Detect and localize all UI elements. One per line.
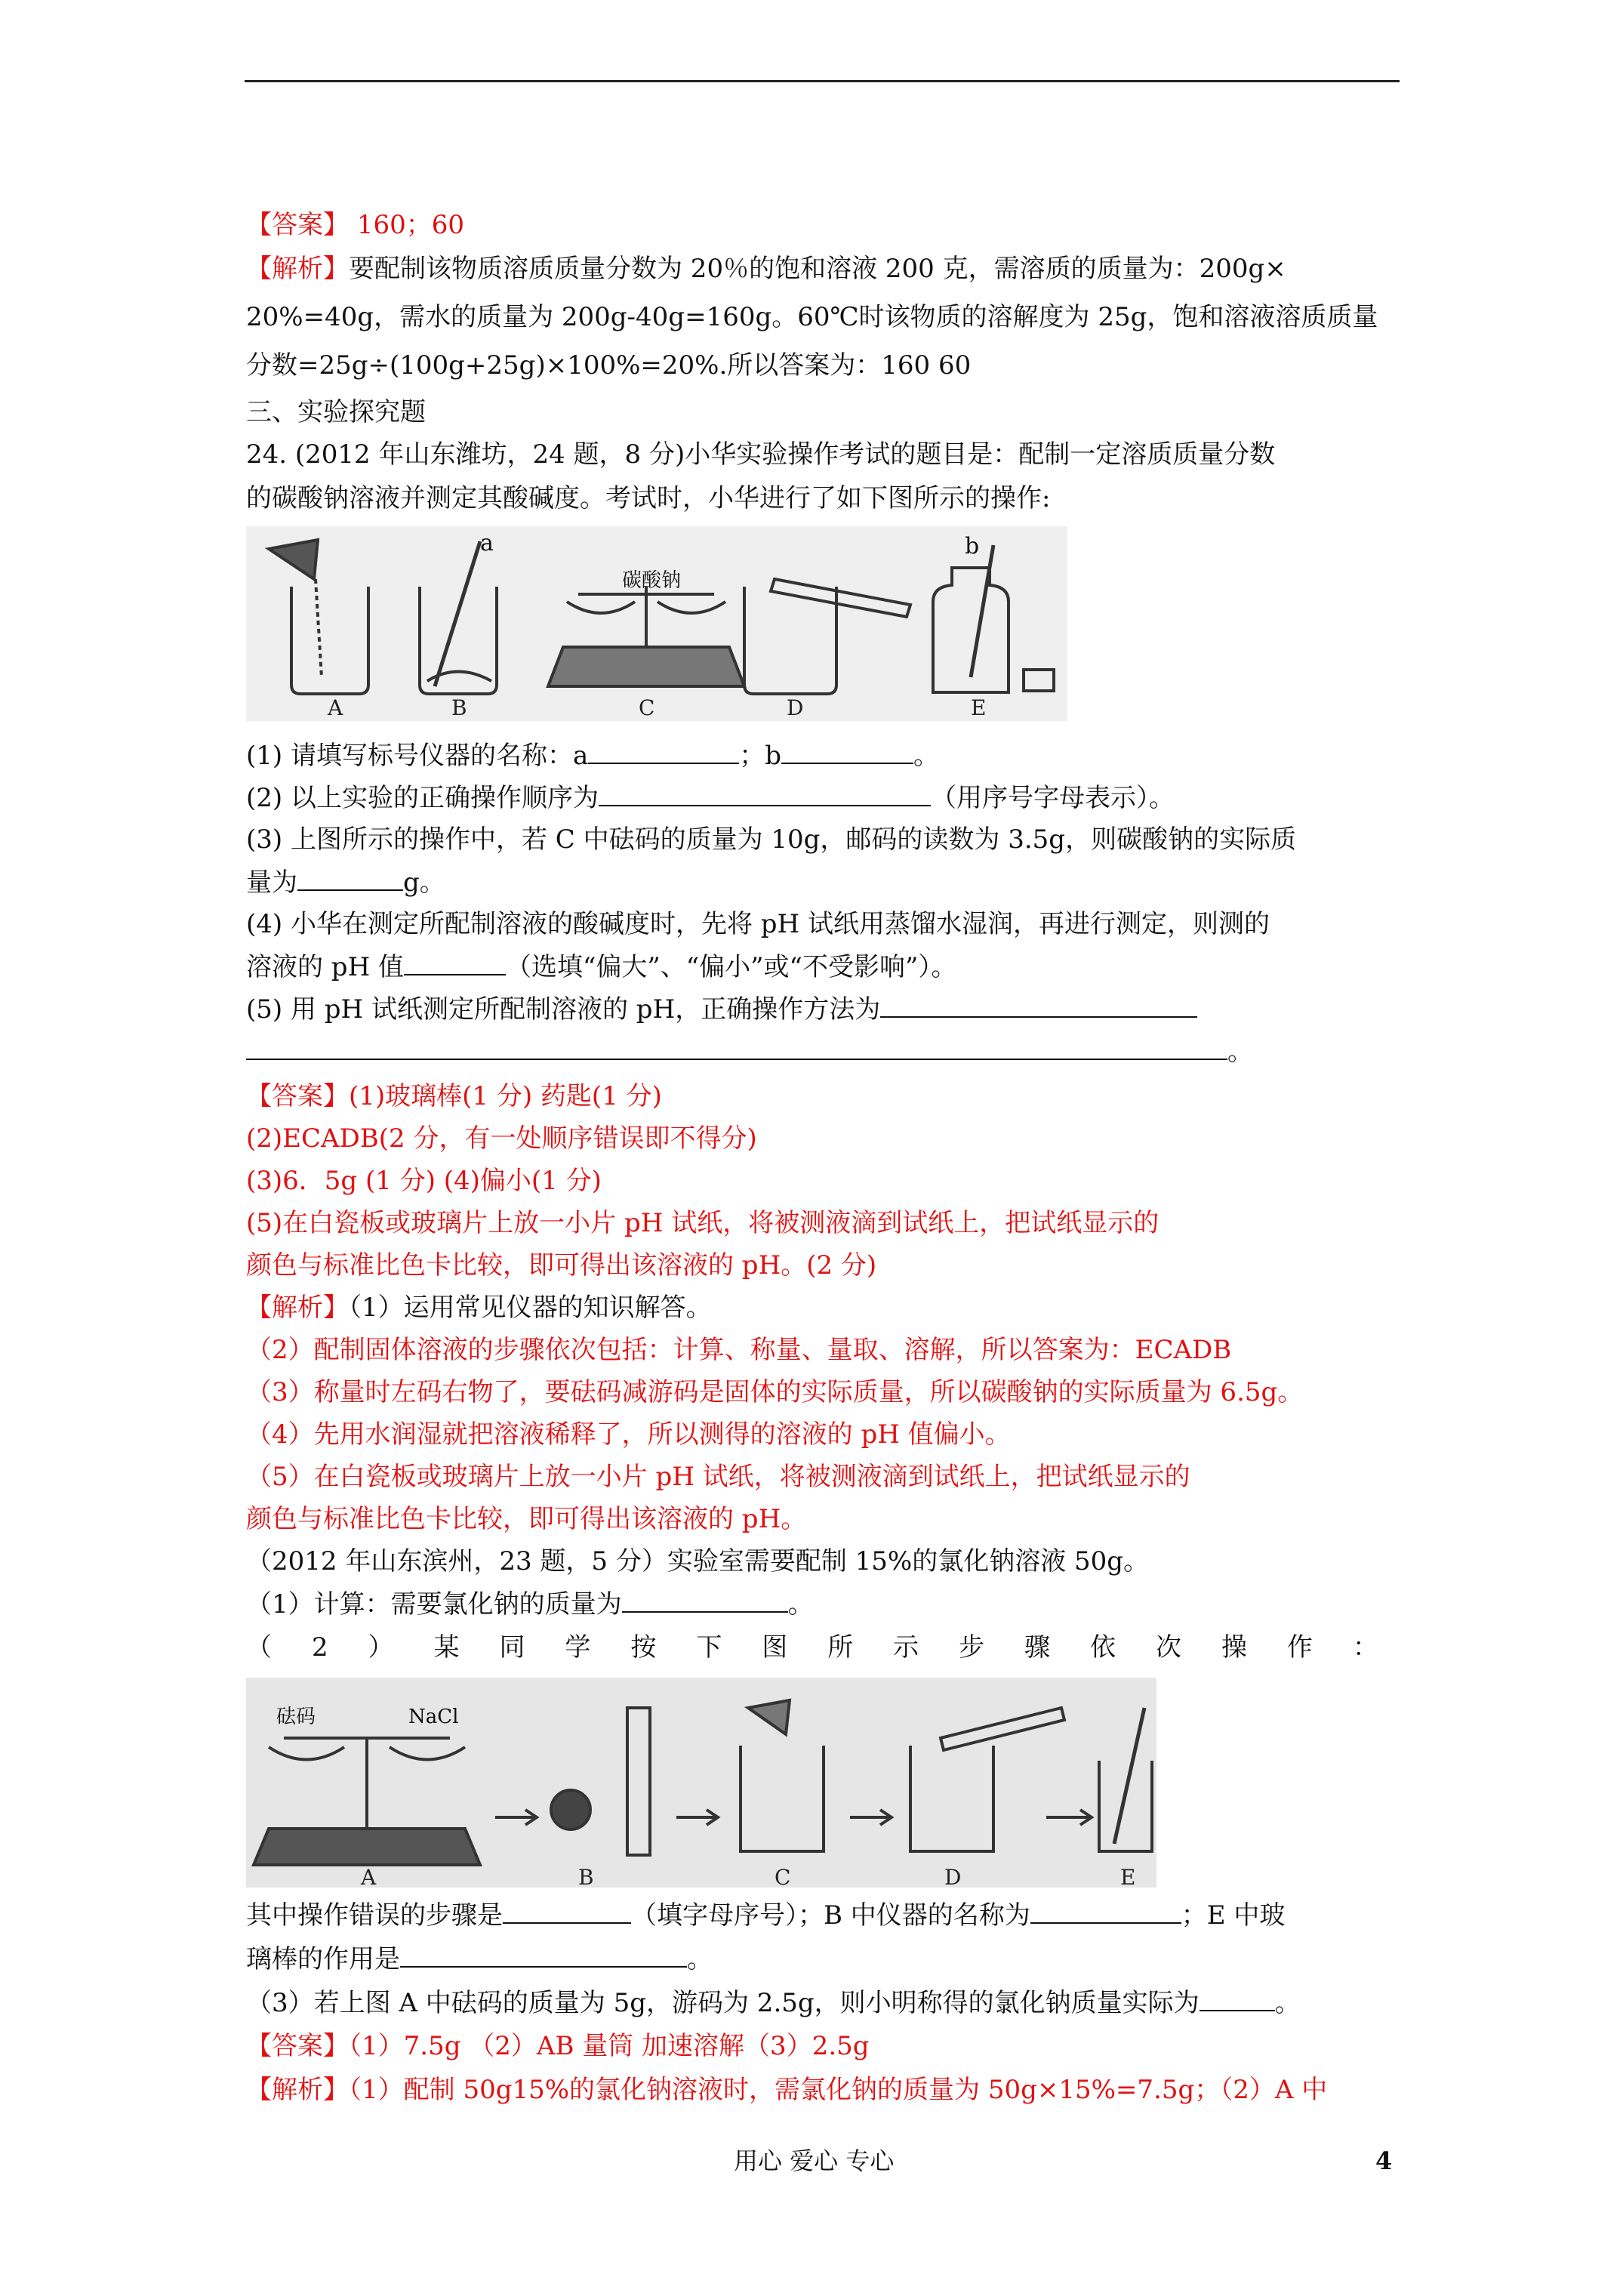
answer-blank[interactable] xyxy=(599,782,931,806)
fig-label: D xyxy=(787,695,804,720)
fig-label: A xyxy=(328,695,343,720)
q23-part-2-line2: 璃棒的作用是 。 xyxy=(246,1944,713,1974)
fig-label: B xyxy=(451,695,467,720)
q24-part-3-line2: 量为 g。 xyxy=(246,868,445,898)
answer-blank[interactable] xyxy=(297,867,403,891)
q24-analysis-2: （2）配制固体溶液的步骤依次包括：计算、称量、量取、溶解，所以答案为：ECADB xyxy=(246,1335,1232,1365)
q24-part-4-line2: 溶液的 pH 值 （选填“偏大”、“偏小”或“不受影响”）。 xyxy=(246,952,957,982)
arrow-icon xyxy=(850,1810,892,1825)
footer-motto: 用心 爱心 专心 xyxy=(734,2147,895,2175)
answer-blank[interactable] xyxy=(588,740,739,764)
analysis-tag: 【解析】 xyxy=(246,254,349,284)
q23-figure xyxy=(246,1678,1156,1888)
q24-figure-drawing xyxy=(246,526,1067,721)
fig-label: C xyxy=(775,1865,791,1888)
q24-answer-4: (5)在白瓷板或玻璃片上放一小片 pH 试纸，将被测液滴到试纸上，把试纸显示的 xyxy=(246,1208,1160,1238)
beaker-d-icon xyxy=(744,587,836,694)
spoon-icon xyxy=(971,545,993,677)
q23-analysis: 【解析】（1）配制 50g15%的氯化钠溶液时，需氯化钠的质量为 50g×15%=7.5g；（2）A 中 xyxy=(246,2075,1328,2105)
q23-answer: 【答案】（1）7.5g （2）AB 量筒 加速溶解（3）2.5g xyxy=(246,2031,870,2061)
analysis-tag: 【解析】 xyxy=(246,2075,349,2105)
answer-blank[interactable] xyxy=(880,994,1197,1018)
arrow-icon xyxy=(1046,1810,1092,1825)
answer-blank[interactable] xyxy=(400,1943,687,1968)
glass-rod-icon xyxy=(1114,1708,1144,1844)
analysis-line-2: 20%=40g，需水的质量为 200g-40g=160g。60℃时该物质的溶解度为 25g，饱和溶液溶质质量 xyxy=(246,302,1378,332)
fig-label: E xyxy=(1120,1865,1136,1888)
q24-analysis-6: 颜色与标准比色卡比较，即可得出该溶液的 pH。 xyxy=(246,1504,807,1534)
q24-answer-3: (3)6．5g (1 分) (4)偏小(1 分) xyxy=(246,1166,602,1196)
balance-icon xyxy=(254,1829,480,1865)
answer-blank[interactable] xyxy=(1200,1987,1275,2011)
q23-figure-drawing xyxy=(246,1678,1156,1888)
marker-a: a xyxy=(480,530,494,556)
analysis-tag: 【解析】 xyxy=(246,1293,349,1323)
fig-label: C xyxy=(639,695,655,720)
q24-stem-1: 24. (2012 年山东潍坊，24 题，8 分)小华实验操作考试的题目是：配制一定溶质质量分数 xyxy=(246,439,1276,470)
q23-part-2-intro: （ 2 ） 某 同 学 按 下 图 所 示 步 骤 依 次 操 作 ： xyxy=(246,1632,1378,1663)
marker-b: b xyxy=(965,533,980,559)
q23-part-1: （1）计算：需要氯化钠的质量为 。 xyxy=(246,1589,814,1620)
answer-blank[interactable] xyxy=(1030,1900,1181,1924)
nacl-label: NaCl xyxy=(408,1706,459,1728)
q23-stem: （2012 年山东滨州，23 题，5 分）实验室需要配制 15%的氯化钠溶液 50g。 xyxy=(246,1546,1150,1576)
q24-stem-2: 的碳酸钠溶液并测定其酸碱度。考试时，小华进行了如下图所示的操作: xyxy=(246,483,1051,513)
q24-part-1: (1) 请填写标号仪器的名称：a ；b 。 xyxy=(246,741,940,771)
q24-analysis-4: （4）先用水润湿就把溶液稀释了，所以测得的溶液的 pH 值偏小。 xyxy=(246,1419,1011,1450)
q24-part-5-cont: 。 xyxy=(246,1036,1253,1067)
arrow-icon xyxy=(676,1810,718,1825)
section-heading: 三、实验探究题 xyxy=(246,397,426,427)
chem-label: 碳酸钠 xyxy=(622,569,682,592)
answer-blank[interactable] xyxy=(781,740,913,764)
fig-label: A xyxy=(361,1865,377,1888)
q24-answer-5: 颜色与标准比色卡比较，即可得出该溶液的 pH。(2 分) xyxy=(246,1250,877,1281)
tilted-cylinder-icon xyxy=(941,1708,1064,1750)
fig-label: D xyxy=(944,1865,962,1888)
q24-analysis-1: 【解析】（1）运用常见仪器的知识解答。 xyxy=(246,1293,712,1323)
q24-analysis-5: （5）在白瓷板或玻璃片上放一小片 pH 试纸，将被测液滴到试纸上，把试纸显示的 xyxy=(246,1462,1190,1492)
answer-tag: 【答案】 xyxy=(246,1081,349,1111)
answer-tag: 【答案】 xyxy=(246,210,349,240)
answer-blank[interactable] xyxy=(503,1900,631,1924)
q23-part-3: （3）若上图 A 中砝码的质量为 5g，游码为 2.5g，则小明称得的氯化钠质量实际为 。 xyxy=(246,1988,1301,2018)
balance-icon xyxy=(548,647,744,686)
q24-answer-2: (2)ECADB(2 分，有一处顺序错误即不得分) xyxy=(246,1123,757,1154)
answer-line xyxy=(246,210,464,240)
graduated-cylinder-icon xyxy=(627,1708,650,1855)
analysis-line-1: 【解析】要配制该物质溶质质量分数为 20％的饱和溶液 200 克，需溶质的质量为：200g× xyxy=(246,254,1286,284)
header-rule xyxy=(245,80,1400,82)
observer-head-icon xyxy=(551,1790,590,1829)
beaker-c-icon xyxy=(741,1746,824,1851)
q24-figure xyxy=(246,526,1067,721)
q23-part-2-line1: 其中操作错误的步骤是 （填字母序号）；B 中仪器的名称为 ；E 中玻 xyxy=(246,1900,1286,1931)
beaker-a-icon xyxy=(291,587,368,694)
beaker-e-icon xyxy=(1099,1761,1152,1851)
answer-blank[interactable] xyxy=(404,951,506,975)
q24-part-2: (2) 以上实验的正确操作顺序为 （用序号字母表示）。 xyxy=(246,783,1175,813)
answer-blank[interactable] xyxy=(622,1589,788,1613)
glass-rod-icon xyxy=(435,541,480,686)
answer-text: 160；60 xyxy=(349,210,464,240)
answer-tag: 【答案】 xyxy=(246,2031,349,2061)
weight-label: 砝码 xyxy=(276,1706,316,1728)
q24-part-4-line1: (4) 小华在测定所配制溶液的酸碱度时，先将 pH 试纸用蒸馏水湿润，再进行测定，则测的 xyxy=(246,909,1270,939)
q24-part-5: (5) 用 pH 试纸测定所配制溶液的 pH，正确操作方法为 xyxy=(246,994,1197,1025)
fig-label: E xyxy=(971,695,987,720)
q24-answer-1: 【答案】(1)玻璃棒(1 分) 药匙(1 分) xyxy=(246,1081,662,1111)
paper-pour-icon xyxy=(269,540,318,579)
q24-part-3-line1: (3) 上图所示的操作中，若 C 中砝码的质量为 10g，邮码的读数为 3.5g，则碳酸钠的实际质 xyxy=(246,824,1297,855)
q24-analysis-3: （3）称量时左码右物了，要砝码减游码是固体的实际质量，所以碳酸钠的实际质量为 6.5g。 xyxy=(246,1377,1304,1407)
beaker-d-icon xyxy=(910,1746,993,1851)
analysis-line-3: 分数=25g÷(100g+25g)×100%=20%.所以答案为：160 60 xyxy=(246,350,972,381)
answer-blank[interactable] xyxy=(246,1036,1227,1060)
paper-pour-icon xyxy=(748,1700,790,1734)
page-number: 4 xyxy=(1375,2147,1393,2175)
fig-label: B xyxy=(578,1865,594,1888)
graduated-cylinder-icon xyxy=(771,579,910,617)
